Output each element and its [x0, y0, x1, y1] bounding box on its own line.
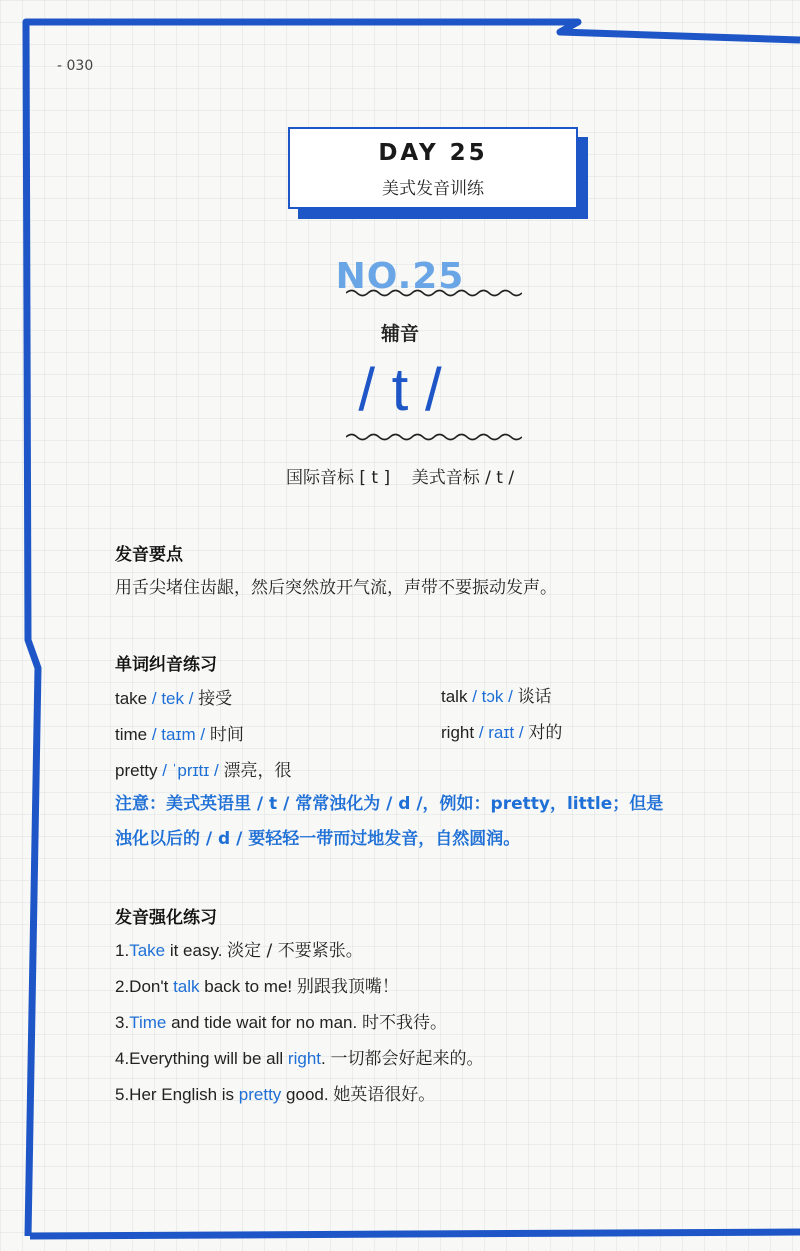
word-item	[115, 756, 292, 781]
day-heading: DAY 25	[378, 140, 488, 166]
word-english: time	[115, 725, 148, 744]
sentence-translation: 淡定 / 不要紧张。	[227, 941, 363, 961]
day-title-card	[288, 127, 578, 209]
practice-sentence	[115, 972, 399, 997]
sentence-translation: 别跟我顶嘴！	[296, 977, 399, 997]
word-ipa: / taɪm /	[151, 725, 206, 744]
sentence-keyword: right	[287, 1049, 321, 1068]
ipa-comparison: 国际音标 [ t ] 美式音标 / t /	[285, 468, 515, 488]
sentence-prefix: 1.	[115, 941, 130, 960]
points-text: 用舌尖堵住齿龈，然后突然放开气流，声带不要振动发声。	[115, 578, 557, 598]
page-number: - 030	[57, 58, 94, 74]
practice-sentence	[115, 936, 363, 961]
word-meaning: 接受	[198, 689, 233, 708]
word-meaning: 时间	[209, 725, 244, 744]
practice-heading: 发音强化练习	[115, 908, 217, 928]
sentence-prefix: 3.	[115, 1013, 130, 1032]
sentence-keyword: Take	[129, 941, 166, 960]
sentence-rest: and tide wait for no man.	[166, 1013, 362, 1032]
sentence-prefix: 2.Don't	[115, 977, 174, 996]
sentence-prefix: 4.Everything will be all	[115, 1049, 288, 1068]
words-heading: 单词纠音练习	[115, 655, 217, 675]
word-ipa: / raɪt /	[478, 723, 524, 742]
word-ipa: / ˈprɪtɪ /	[162, 761, 219, 780]
word-ipa: / tɔk /	[472, 687, 513, 706]
word-meaning: 对的	[528, 723, 563, 742]
category-label: 辅音	[380, 323, 419, 345]
phoneme-symbol: / t /	[358, 356, 442, 423]
word-english: take	[115, 689, 148, 708]
word-item	[115, 684, 232, 709]
sentence-prefix: 5.Her English is	[115, 1085, 239, 1104]
word-item	[441, 682, 552, 707]
sentence-keyword: pretty	[238, 1085, 282, 1104]
word-english: right	[441, 723, 475, 742]
sentence-keyword: Time	[129, 1013, 167, 1032]
word-meaning: 谈话	[517, 687, 552, 706]
lesson-number: NO.25	[335, 256, 465, 297]
flap-note-line1: 注意：美式英语里 / t / 常常浊化为 / d /，例如：pretty，little；但是	[115, 794, 664, 814]
word-ipa: / tek /	[151, 689, 194, 708]
word-english: pretty	[115, 761, 158, 780]
wave-divider-bottom	[346, 432, 522, 442]
sentence-translation: 时不我待。	[361, 1013, 447, 1033]
sentence-rest: it easy.	[165, 941, 228, 960]
sentence-rest: good.	[281, 1085, 334, 1104]
word-item	[441, 718, 562, 743]
sentence-keyword: talk	[173, 977, 200, 996]
practice-sentence	[115, 1044, 483, 1069]
day-subtitle: 美式发音训练	[382, 179, 484, 199]
title-card-box	[288, 127, 578, 209]
flap-note-line2: 浊化以后的 / d / 要轻轻一带而过地发音，自然圆润。	[115, 829, 521, 849]
sentence-translation: 一切都会好起来的。	[330, 1049, 484, 1069]
practice-sentence	[115, 1080, 435, 1105]
practice-sentence	[115, 1008, 447, 1033]
word-english: talk	[441, 687, 468, 706]
sentence-translation: 她英语很好。	[333, 1085, 436, 1105]
sentence-rest: .	[321, 1049, 331, 1068]
word-item	[115, 720, 244, 745]
sentence-rest: back to me!	[199, 977, 297, 996]
wave-divider-top	[346, 288, 522, 298]
word-meaning: 漂亮，很	[223, 761, 292, 780]
points-heading: 发音要点	[115, 545, 183, 565]
